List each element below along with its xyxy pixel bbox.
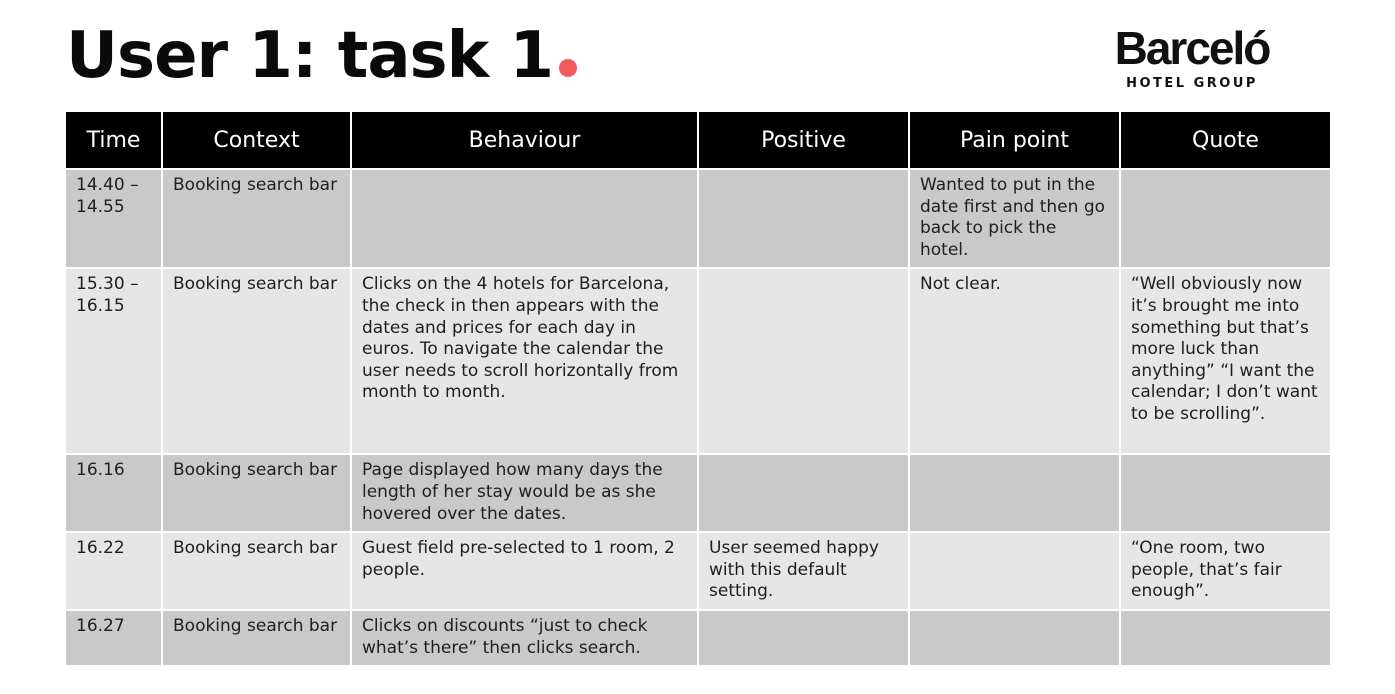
cell-quote: [1120, 169, 1331, 268]
cell-time: 16.16: [65, 454, 162, 532]
cell-pain-point: [909, 610, 1120, 666]
cell-pain-point: Wanted to put in the date first and then go back to pick the hotel.: [909, 169, 1120, 268]
cell-quote: [1120, 454, 1331, 532]
title-accent-dot: [559, 59, 577, 77]
cell-quote: “One room, two people, that’s fair enough”.: [1120, 532, 1331, 610]
cell-positive: User seemed happy with this default setting.: [698, 532, 909, 610]
column-header-context: Context: [162, 111, 351, 169]
column-header-positive: Positive: [698, 111, 909, 169]
brand-logo: [1100, 24, 1284, 92]
table-row: [65, 610, 1331, 666]
cell-positive: [698, 268, 909, 454]
column-header-time: Time: [65, 111, 162, 169]
cell-pain-point: Not clear.: [909, 268, 1120, 454]
cell-pain-point: [909, 454, 1120, 532]
cell-context: Booking search bar: [162, 532, 351, 610]
cell-context: Booking search bar: [162, 454, 351, 532]
cell-behaviour: Clicks on the 4 hotels for Barcelona, the check in then appears with the dates and prices for each day in euros. To navigate the calendar the user needs to scroll horizontally from month to month.: [351, 268, 698, 454]
cell-quote: “Well obviously now it’s brought me into something but that’s more luck than anything” “I want the calendar; I don’t want to be scrolling”.: [1120, 268, 1331, 454]
cell-time: 16.22: [65, 532, 162, 610]
cell-behaviour: Page displayed how many days the length of her stay would be as she hovered over the dates.: [351, 454, 698, 532]
page-title: [66, 16, 577, 96]
table-row: [65, 169, 1331, 268]
cell-positive: [698, 610, 909, 666]
cell-quote: [1120, 610, 1331, 666]
logo-wordmark: Barceló: [1114, 22, 1270, 74]
cell-time: 15.30 – 16.15: [65, 268, 162, 454]
column-header-pain-point: Pain point: [909, 111, 1120, 169]
cell-context: Booking search bar: [162, 268, 351, 454]
table-row: [65, 532, 1331, 610]
logo-tagline: HOTEL GROUP: [1126, 76, 1258, 91]
cell-pain-point: [909, 532, 1120, 610]
table-header-row: [65, 111, 1331, 169]
cell-time: 14.40 – 14.55: [65, 169, 162, 268]
cell-positive: [698, 169, 909, 268]
cell-positive: [698, 454, 909, 532]
cell-time: 16.27: [65, 610, 162, 666]
page-title-text: User 1: task 1: [66, 19, 553, 93]
cell-behaviour: [351, 169, 698, 268]
cell-context: Booking search bar: [162, 169, 351, 268]
column-header-quote: Quote: [1120, 111, 1331, 169]
cell-behaviour: Clicks on discounts “just to check what’s there” then clicks search.: [351, 610, 698, 666]
table-row: [65, 268, 1331, 454]
cell-context: Booking search bar: [162, 610, 351, 666]
research-findings-table: [64, 110, 1332, 667]
table-row: [65, 454, 1331, 532]
column-header-behaviour: Behaviour: [351, 111, 698, 169]
cell-behaviour: Guest field pre-selected to 1 room, 2 people.: [351, 532, 698, 610]
